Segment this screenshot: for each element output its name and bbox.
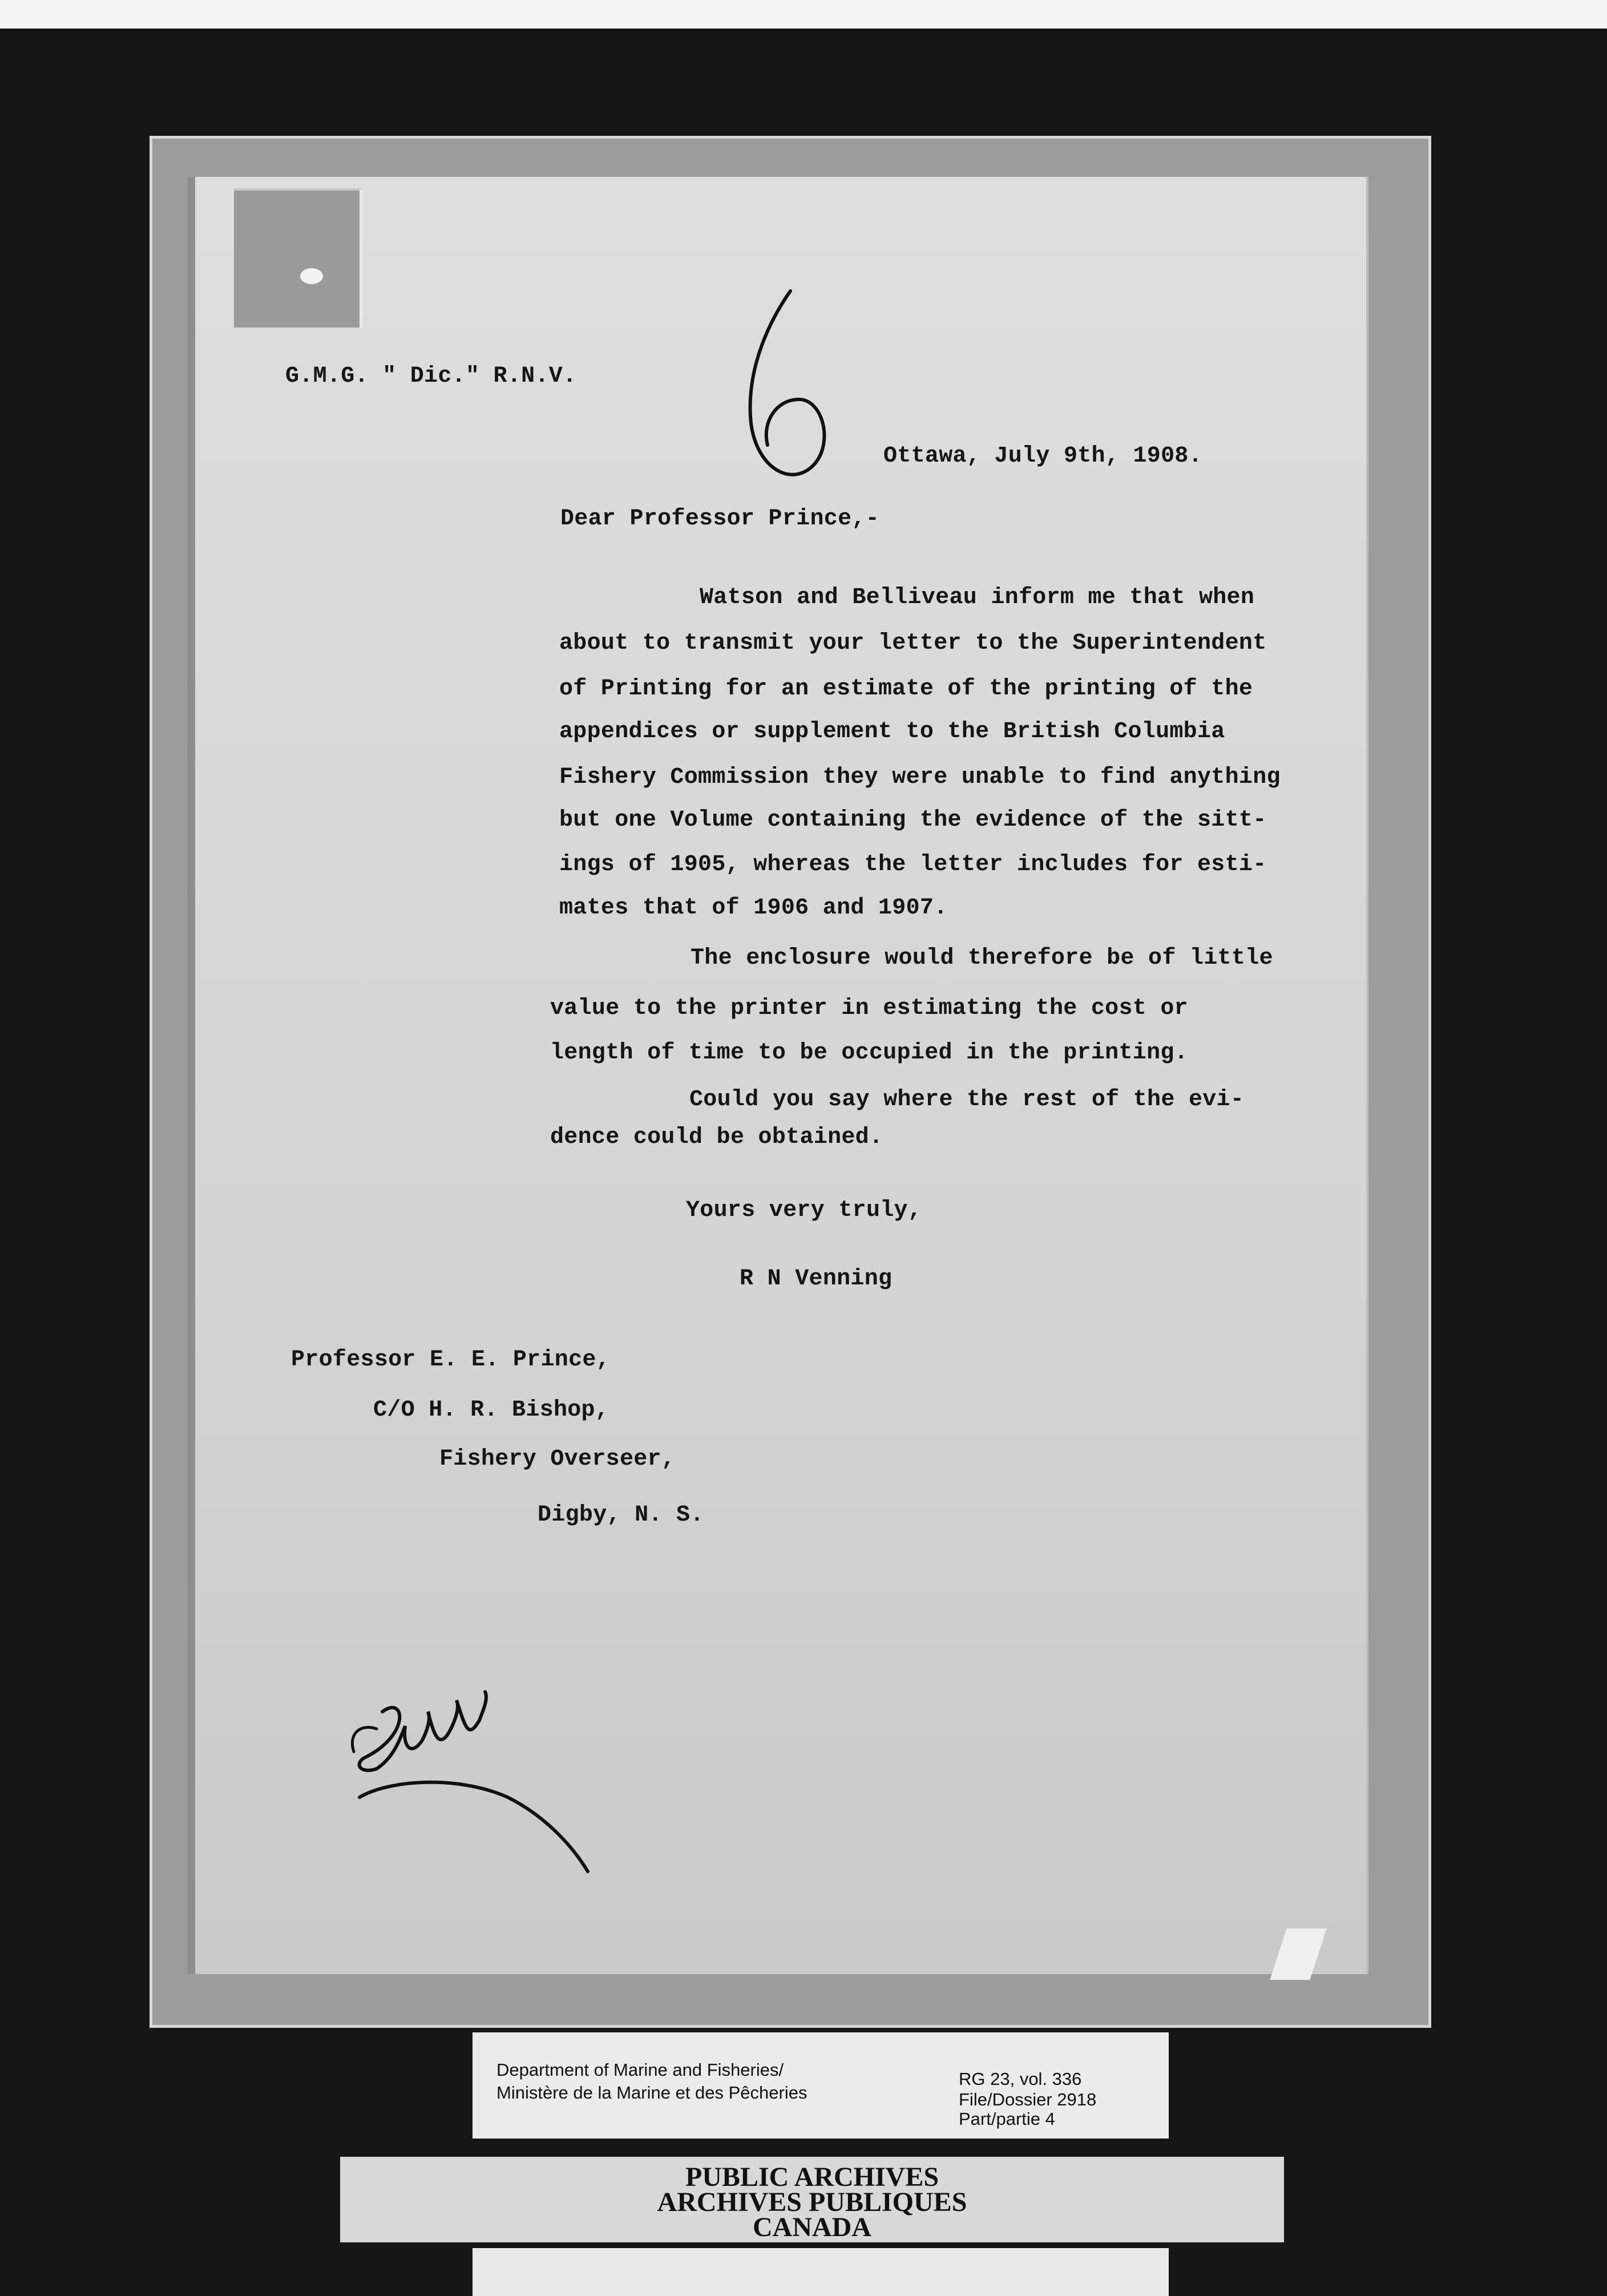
handwritten-initials-signature (342, 1672, 673, 1883)
stamp-line: PUBLIC ARCHIVES (685, 2162, 939, 2192)
stamp-line: CANADA (753, 2212, 871, 2242)
typed-signature: R N Venning (740, 1266, 893, 1292)
letter-date: Ottawa, July 9th, 1908. (883, 443, 1202, 469)
punch-hole (300, 268, 323, 284)
body-line: Could you say where the rest of the evi- (689, 1087, 1245, 1113)
address-line: Digby, N. S. (538, 1502, 704, 1528)
address-line: C/O H. R. Bishop, (373, 1397, 609, 1423)
handwritten-number-6 (736, 285, 833, 496)
body-line: but one Volume containing the evidence of the sitt- (559, 807, 1267, 833)
archive-label-card (473, 2032, 1169, 2139)
address-line: Professor E. E. Prince, (291, 1347, 610, 1373)
salutation: Dear Professor Prince,- (560, 506, 879, 532)
stamp-line: ARCHIVES PUBLIQUES (657, 2187, 967, 2217)
file-tab (234, 188, 363, 328)
body-line: mates that of 1906 and 1907. (559, 895, 948, 921)
file-number: File/Dossier 2918 (959, 2089, 1097, 2109)
body-line: The enclosure would therefore be of little (691, 945, 1273, 971)
top-border-strip (0, 0, 1607, 29)
part-number: Part/partie 4 (959, 2109, 1055, 2129)
body-line: length of time to be occupied in the printing. (550, 1040, 1188, 1066)
body-line: value to the printer in estimating the cost or (550, 996, 1188, 1021)
bottom-label-card (473, 2248, 1169, 2296)
department-french: Ministère de la Marine et des Pêcheries (496, 2083, 807, 2103)
body-line: about to transmit your letter to the Superintendent (559, 630, 1267, 656)
body-line: appendices or supplement to the British Columbia (559, 719, 1225, 745)
body-line: dence could be obtained. (550, 1125, 883, 1150)
closing: Yours very truly, (686, 1198, 922, 1223)
body-line: ings of 1905, whereas the letter includes for esti- (559, 852, 1267, 878)
archives-stamp (340, 2157, 1284, 2242)
body-line: Watson and Belliveau inform me that when (700, 585, 1255, 611)
body-line: Fishery Commission they were unable to find anything (559, 765, 1281, 790)
department-english: Department of Marine and Fisheries/ (496, 2060, 784, 2080)
body-line: of Printing for an estimate of the printing of the (559, 676, 1253, 702)
address-line: Fishery Overseer, (439, 1446, 676, 1472)
record-group: RG 23, vol. 336 (959, 2069, 1082, 2089)
reference-code: G.M.G. " Dic." R.N.V. (285, 363, 577, 389)
